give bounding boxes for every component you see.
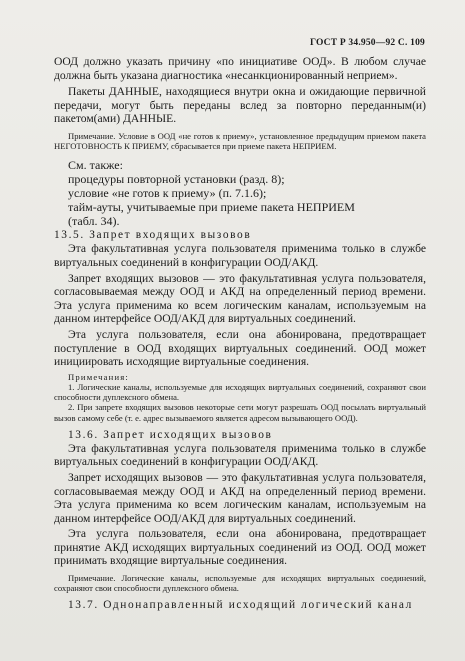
see-also-item: процедуры повторной установки (разд. 8); (68, 172, 285, 187)
paragraph: Эта факультативная услуга пользователя применима только в службе виртуальных соединений в конфигурации ООД/АКД. (54, 242, 426, 269)
paragraph: Эта услуга пользователя, если она абонирована, предотвращает принятие АКД исходящих виртуальных соединений из ООД. ООД может принимать входящие виртуальные соединения. (54, 527, 426, 568)
paragraph: Запрет входящих вызовов — это факультативная услуга пользователя, согласовываемая между ООД и АКД на определенный период времени. Эта услуга применима ко всем логическим каналам, используемым на данном интерфейсе ООД/АКД для виртуальных соединений. (54, 271, 426, 326)
see-also-item: условие «не готов к приему» (п. 7.1.6); (68, 186, 267, 201)
note-item: 1. Логические каналы, используемые для исходящих виртуальных соединений, сохраняют свои способности дуплексного обмена. (54, 381, 426, 403)
section-heading-13-7: 13.7. Однонаправленный исходящий логический канал (68, 599, 413, 612)
paragraph: Запрет исходящих вызовов — это факультативная услуга пользователя, согласовываемая между ООД и АКД на определенный период времени. Эта услуга применима ко всем логическим каналам, используемым на данном интерфейсе ООД/АКД для виртуальных соединений. (54, 470, 426, 525)
paragraph: Пакеты ДАННЫЕ, находящиеся внутри окна и ожидающие первичной передачи, могут быть переданы вслед за повторно переданным(и) пакетом(ами) ДАННЫЕ. (54, 85, 426, 126)
see-also-item: (табл. 34). (68, 214, 120, 229)
paragraph: Эта факультативная услуга пользователя применима только в службе виртуальных соединений в конфигурации ООД/АКД. (54, 441, 426, 469)
see-also-heading: См. также: (68, 158, 123, 173)
section-heading-13-6: 13.6. Запрет исходящих вызовов (68, 428, 273, 441)
notes-heading: Примечания: (68, 371, 130, 382)
see-also-item: тайм-ауты, учитываемые при приеме пакета НЕПРИЕМ (68, 200, 355, 215)
document-body (54, 55, 426, 612)
note-item: 2. При запрете входящих вызовов некоторые сети могут разрешать ООД посылать виртуальный вызов самому себе (т. е. адрес вызываемого является адресом вызывающего ООД). (54, 402, 426, 423)
section-heading-13-5: 13.5. Запрет входящих вызовов (54, 229, 252, 242)
paragraph: Эта услуга пользователя, если она абонирована, предотвращает поступление в ООД входящих виртуальных соединений. ООД может инициировать исходящие виртуальные соединения. (54, 327, 426, 369)
note-paragraph: Примечание. Логические каналы, используемые для исходящих виртуальных соединений, сохраняют свои способности дуплексного обмена. (54, 573, 426, 594)
paragraph: ООД должно указать причину «по инициативе ООД». В любом случае должна быть указана диагностика «несанкционированный неприем». (54, 55, 426, 82)
page-header-standard-ref: ГОСТ Р 34.950—92 С. 109 (309, 38, 425, 48)
note-paragraph: Примечание. Условие в ООД «не готов к приему», установленное предыдущим приемом пакета НЕГОТОВНОСТЬ К ПРИЕМУ, сбрасывается при приеме пакета НЕПРИЕМ. (54, 130, 426, 152)
